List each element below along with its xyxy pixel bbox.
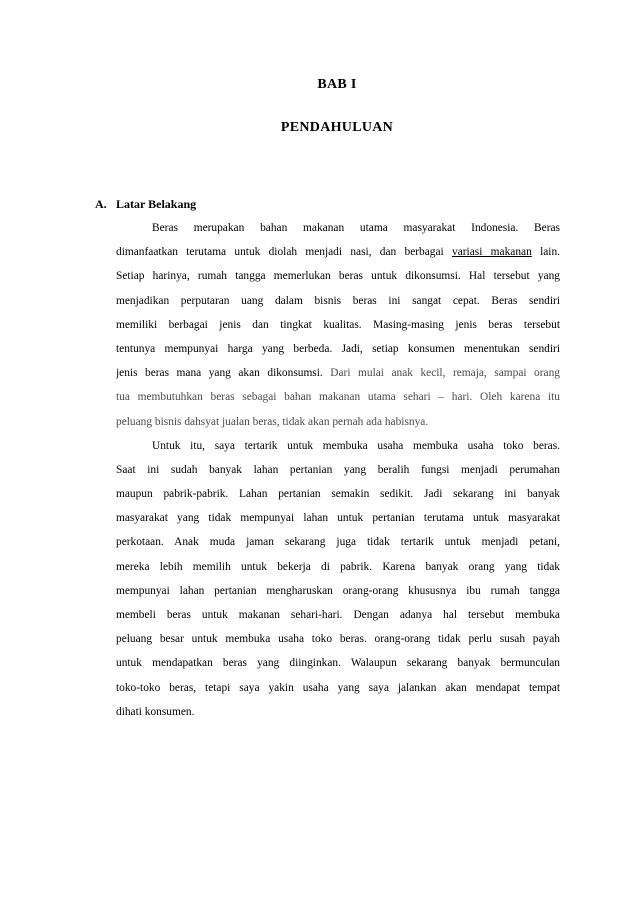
paragraph-line: menjadikan perputaran uang dalam bisnis beras ini sangat cepat. Beras sendiri bbox=[116, 294, 560, 307]
body-text bbox=[116, 216, 560, 724]
chapter-title: PENDAHULUAN bbox=[280, 120, 394, 135]
paragraph-line: perkotaan. Anak muda jaman sekarang juga tidak tertarik untuk menjadi petani, bbox=[116, 536, 560, 549]
paragraph-line: Beras merupakan bahan makanan utama masyarakat Indonesia. Beras bbox=[152, 222, 560, 234]
section-title: Latar Belakang bbox=[116, 197, 197, 211]
paragraph-line: Setiap harinya, rumah tangga memerlukan beras untuk dikonsumsi. Hal tersebut yang bbox=[116, 270, 560, 283]
paragraph-line: dihati konsumen. bbox=[116, 705, 195, 718]
paragraph-line: mempunyai lahan pertanian mengharuskan orang-orang khususnya ibu rumah tangga bbox=[116, 584, 560, 597]
section-letter: A. bbox=[95, 197, 107, 211]
underlined-text: variasi makanan bbox=[452, 246, 532, 259]
paragraph-line: jenis beras mana yang akan dikonsumsi. Dari mulai anak kecil, remaja, sampai orang bbox=[116, 367, 560, 380]
paragraph-line: dimanfaatkan terutama untuk diolah menjadi nasi, dan berbagai variasi makanan lain. bbox=[116, 246, 560, 259]
section-heading bbox=[95, 197, 196, 212]
paragraph-line: untuk mendapatkan beras yang diinginkan. Walaupun sekarang banyak bermunculan bbox=[116, 657, 560, 670]
chapter-number: BAB I bbox=[317, 77, 357, 92]
paragraph-line: maupun pabrik-pabrik. Lahan pertanian semakin sedikit. Jadi sekarang ini banyak bbox=[116, 488, 560, 501]
paragraph-line: masyarakat yang tidak mempunyai lahan untuk pertanian terutama untuk masyarakat bbox=[116, 512, 560, 525]
paragraph-line: memiliki berbagai jenis dan tingkat kualitas. Masing-masing jenis beras tersebut bbox=[116, 318, 560, 331]
gray-text: Dari mulai anak kecil, remaja, sampai orang bbox=[330, 367, 560, 380]
paragraph-line: membeli beras untuk makanan sehari-hari. Dengan adanya hal tersebut membuka bbox=[116, 609, 560, 621]
paragraph-line: tentunya mempunyai harga yang berbeda. Jadi, setiap konsumen menentukan sendiri bbox=[116, 342, 560, 355]
paragraph-line: Untuk itu, saya tertarik untuk membuka usaha membuka usaha toko beras. bbox=[152, 439, 560, 452]
paragraph-line: peluang besar untuk membuka usaha toko beras. orang-orang tidak perlu susah payah bbox=[116, 633, 560, 646]
paragraph-line: toko-toko beras, tetapi saya yakin usaha yang saya jalankan akan mendapat tempat bbox=[116, 681, 560, 694]
paragraph-line: mereka lebih memilih untuk bekerja di pabrik. Karena banyak orang yang tidak bbox=[116, 560, 560, 573]
paragraph-line: Saat ini sudah banyak lahan pertanian yang beralih fungsi menjadi perumahan bbox=[116, 463, 560, 476]
paragraph-line: tua membutuhkan beras sebagai bahan makanan utama sehari – hari. Oleh karena itu bbox=[116, 391, 560, 404]
paragraph-line: peluang bisnis dahsyat jualan beras, tidak akan pernah ada habisnya. bbox=[116, 415, 429, 428]
